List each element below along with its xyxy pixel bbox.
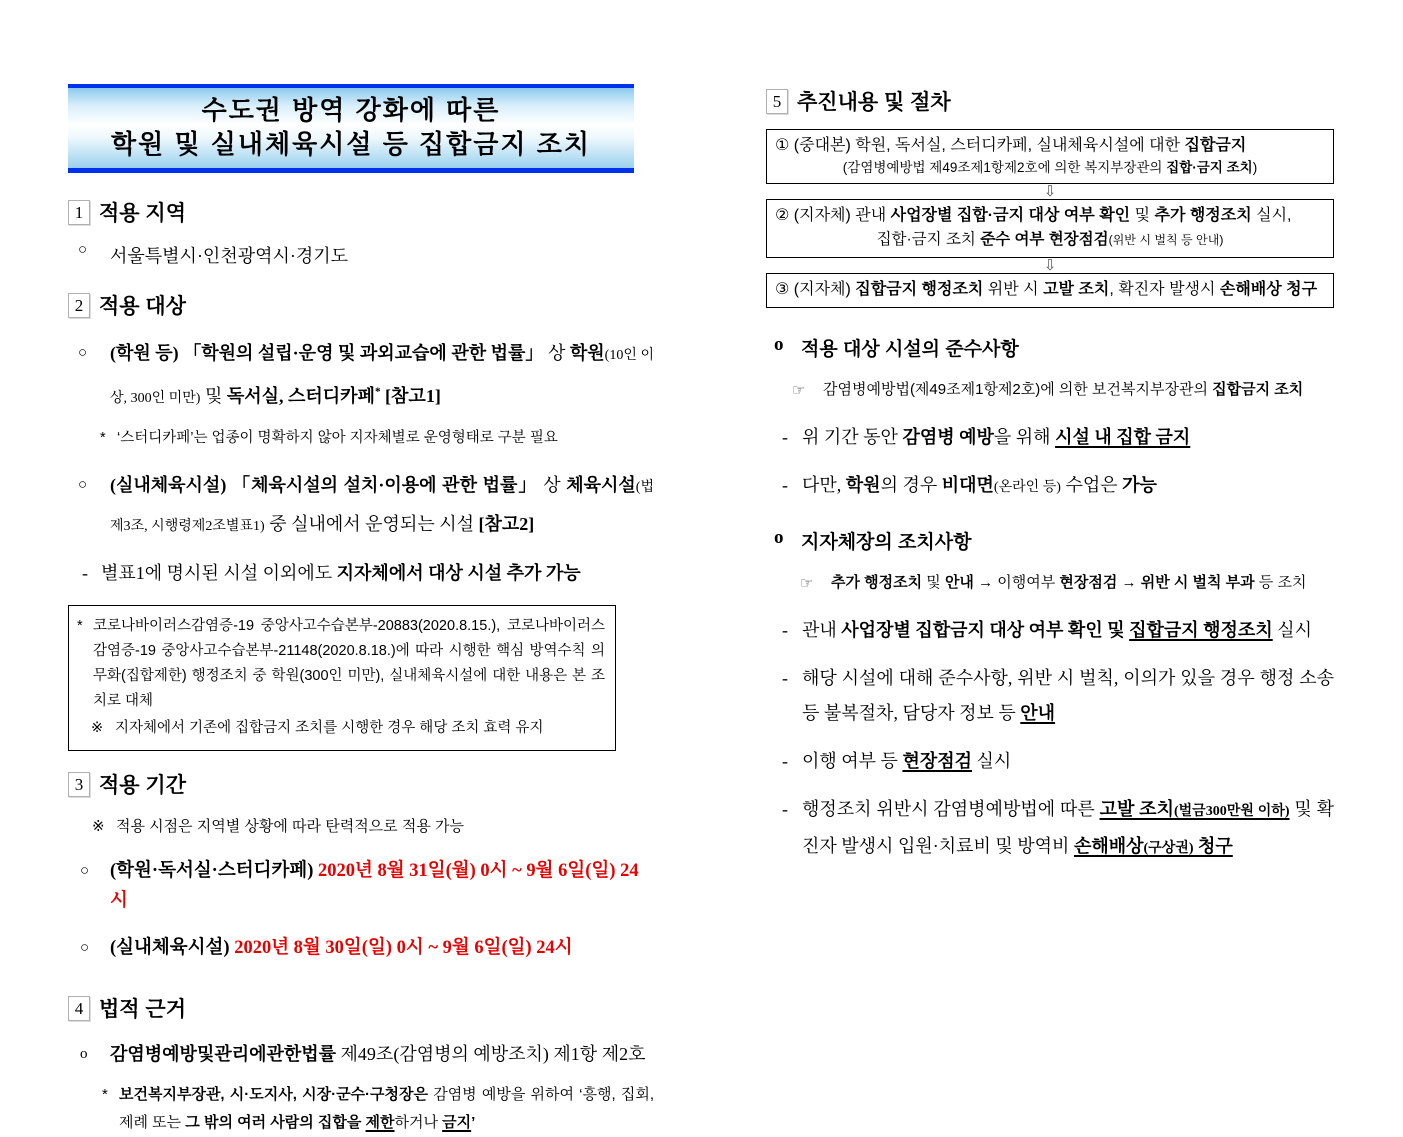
- local-gov-dash-1: [766, 613, 1334, 648]
- legal-basis-footnote: [68, 1081, 654, 1137]
- procedure-box-3: [766, 273, 1334, 308]
- legal-basis-text: 감염병예방및관리에관한법률 제49조(감염병의 예방조치) 제1항 제2호: [110, 1044, 646, 1064]
- period-academy-text: (학원·독서실·스터디카페) 2020년 8월 31일(월) 0시 ~ 9월 6일(일) 24시: [110, 861, 639, 911]
- procedure-box-1-line-1: ① (중대본) 학원, 독서실, 스터디카페, 실내체육시설에 대한 집합금지: [775, 137, 1247, 154]
- additional-facility-text: 별표1에 명시된 시설 이외에도 지자체에서 대상 시설 추가 가능: [101, 563, 581, 583]
- compliance-hand-note-text: 감염병예방법(제49조제1항제2호)에 의한 보건복지부장관의 집합금지 조치: [823, 381, 1304, 398]
- compliance-dash-2: [766, 468, 1334, 505]
- down-arrow-icon: ⇩: [1043, 182, 1057, 200]
- note-box-paragraph-1-text: 코로나바이러스감염증-19 중앙사고수습본부-20883(2020.8.15.), 코로나바이러스감염증-19 중앙사고수습본부-21148(2020.8.18.)에 따라 시행한 핵심 방역수칙 의무화(집합제한) 행정조치 중 학원(300인 미만), 실내체육시설에 대한 내용은 본 조치로 대체: [93, 618, 605, 709]
- local-gov-hand-note: [766, 570, 1334, 596]
- local-gov-dash-3: [766, 744, 1334, 779]
- target-academy-text: (학원 등) 「학원의 설립·운영 및 과외교습에 관한 법률」 상 학원(10인 이상, 300인 미만) 및 독서실, 스터디카페* [참고1]: [110, 343, 655, 406]
- compliance-dash-1: [766, 420, 1334, 455]
- procedure-box-1-line-2: (감염병예방법 제49조제1항제2호에 의한 복지부장관의 집합·금지 조치): [842, 160, 1258, 175]
- note-box-paragraph-2: [77, 716, 605, 741]
- section-2-title: 적용 대상: [99, 295, 186, 318]
- left-column: [68, 84, 654, 1137]
- local-gov-dash-3-text: 이행 여부 등 현장점검 실시: [802, 751, 1012, 771]
- asterisk-marker: *: [77, 618, 83, 634]
- local-gov-subheader-title: 지자체장의 조치사항: [801, 532, 972, 553]
- section-1-title: 적용 지역: [99, 202, 186, 225]
- local-gov-hand-note-text: 추가 행정조치 및 안내 → 이행여부 현장점검 → 위반 시 벌칙 부과 등 조치: [831, 574, 1307, 591]
- procedure-box-2: [766, 199, 1334, 258]
- procedure-box-1: [766, 129, 1334, 184]
- section-4-number: 4: [68, 996, 90, 1021]
- circle-bullet: o: [80, 1046, 88, 1062]
- procedure-box-2-line-2: 집합·금지 조치 준수 여부 현장점검(위반 시 벌칙 등 안내): [876, 231, 1224, 248]
- pointing-hand-icon: ☞: [792, 381, 806, 399]
- period-note: [68, 814, 654, 840]
- compliance-subheader: [766, 334, 1334, 361]
- section-1-header: [68, 197, 654, 227]
- right-column: [766, 84, 1334, 1137]
- o-bullet: o: [774, 334, 784, 355]
- local-gov-dash-1-text: 관내 사업장별 집합금지 대상 여부 확인 및 집합금지 행정조치 실시: [802, 620, 1312, 640]
- legal-basis-footnote-text: 보건복지부장관, 시·도지사, 시장·군수·구청장은 감염병 예방을 위하여 ‘흥행, 집회, 제례 또는 그 밖의 여러 사람의 집합을 제한하거나 금지’: [119, 1086, 654, 1131]
- dash-marker: -: [782, 751, 788, 771]
- period-note-text: 적용 시점은 지역별 상황에 따라 탄력적으로 적용 가능: [116, 818, 464, 835]
- section-3-title: 적용 기간: [99, 774, 186, 797]
- procedure-box-3-line-1: ③ (지자체) 집합금지 행정조치 위반 시 고발 조치, 확진자 발생시 손해배상 청구: [775, 281, 1318, 298]
- section-1-number: 1: [68, 200, 90, 225]
- studycafe-footnote: [68, 425, 654, 451]
- dash-marker: -: [82, 563, 88, 583]
- section-3-number: 3: [68, 772, 90, 797]
- period-gym-text: (실내체육시설) 2020년 8월 30일(일) 0시 ~ 9월 6일(일) 24시: [110, 938, 573, 958]
- circle-bullet: ○: [78, 345, 88, 361]
- compliance-subheader-title: 적용 대상 시설의 준수사항: [801, 339, 1019, 360]
- circle-bullet: ○: [80, 863, 90, 879]
- compliance-dash-2-text: 다만, 학원의 경우 비대면(온라인 등) 수업은 가능: [802, 475, 1157, 495]
- covid-measures-note-box: [68, 605, 616, 751]
- circle-bullet: ○: [78, 477, 88, 493]
- compliance-dash-1-text: 위 기간 동안 감염병 예방을 위해 시설 내 집합 금지: [802, 427, 1191, 447]
- additional-facility-line: [68, 555, 654, 591]
- section-2-number: 2: [68, 293, 90, 318]
- section-5-title: 추진내용 및 절차: [797, 91, 951, 114]
- period-academy-line: [68, 856, 654, 916]
- dash-marker: -: [782, 427, 788, 447]
- o-bullet: o: [774, 527, 784, 548]
- title-line-1: 수도권 방역 강화에 따른: [201, 95, 501, 125]
- section-5-number: 5: [766, 89, 788, 114]
- target-gym-line: [68, 467, 654, 545]
- section-3-header: [68, 769, 654, 799]
- section-4-header: [68, 993, 654, 1023]
- circle-bullet: ○: [80, 940, 90, 956]
- pointing-hand-icon: ☞: [800, 574, 814, 592]
- section-4-title: 법적 근거: [99, 998, 186, 1021]
- section-2-header: [68, 290, 654, 320]
- local-gov-dash-4: [766, 792, 1334, 866]
- target-gym-text: (실내체육시설) 「체육시설의 설치·이용에 관한 법률」 상 체육시설(법제3조, 시행령제2조별표1) 중 실내에서 운영되는 시설 [참고2]: [110, 475, 655, 534]
- local-gov-dash-4-text: 행정조치 위반시 감염병예방법에 따른 고발 조치(벌금300만원 이하) 및 확진자 발생시 입원·치료비 및 방역비 손해배상(구상권) 청구: [802, 799, 1334, 856]
- dash-marker: -: [782, 475, 788, 495]
- studycafe-footnote-text: ‘스터디카페’는 업종이 명확하지 않아 지자체별로 운영형태로 구분 필요: [117, 430, 558, 446]
- region-text: 서울특별시·인천광역시·경기도: [110, 246, 349, 266]
- note-box-paragraph-1: [77, 614, 605, 714]
- local-gov-dash-2-text: 해당 시설에 대해 준수사항, 위반 시 벌칙, 이의가 있을 경우 행정 소송 등 불복절차, 담당자 정보 등 안내: [802, 668, 1334, 723]
- asterisk-marker: *: [102, 1086, 108, 1103]
- region-line: [68, 242, 654, 268]
- target-academy-line: [68, 335, 654, 417]
- title-banner: [68, 84, 634, 173]
- legal-basis-line: [68, 1038, 654, 1070]
- local-gov-subheader: [766, 527, 1334, 554]
- procedure-box-2-line-1: ② (지자체) 관내 사업장별 집합·금지 대상 여부 확인 및 추가 행정조치 실시,: [775, 207, 1292, 224]
- down-arrow-icon: ⇩: [1043, 256, 1057, 274]
- compliance-hand-note: [766, 377, 1334, 403]
- dash-marker: -: [782, 799, 788, 819]
- section-5-header: [766, 86, 1334, 116]
- note-box-paragraph-2-text: 지자체에서 기존에 집합금지 조치를 시행한 경우 해당 조치 효력 유지: [115, 720, 544, 736]
- dash-marker: -: [782, 620, 788, 640]
- circle-bullet: ○: [78, 242, 88, 258]
- period-gym-line: [68, 933, 654, 963]
- dash-marker: -: [782, 668, 788, 688]
- reference-mark: ※: [92, 818, 105, 835]
- local-gov-dash-2: [766, 661, 1334, 731]
- reference-mark: ※: [91, 720, 104, 736]
- title-line-2: 학원 및 실내체육시설 등 집합금지 조치: [111, 129, 591, 159]
- asterisk-marker: *: [100, 430, 106, 446]
